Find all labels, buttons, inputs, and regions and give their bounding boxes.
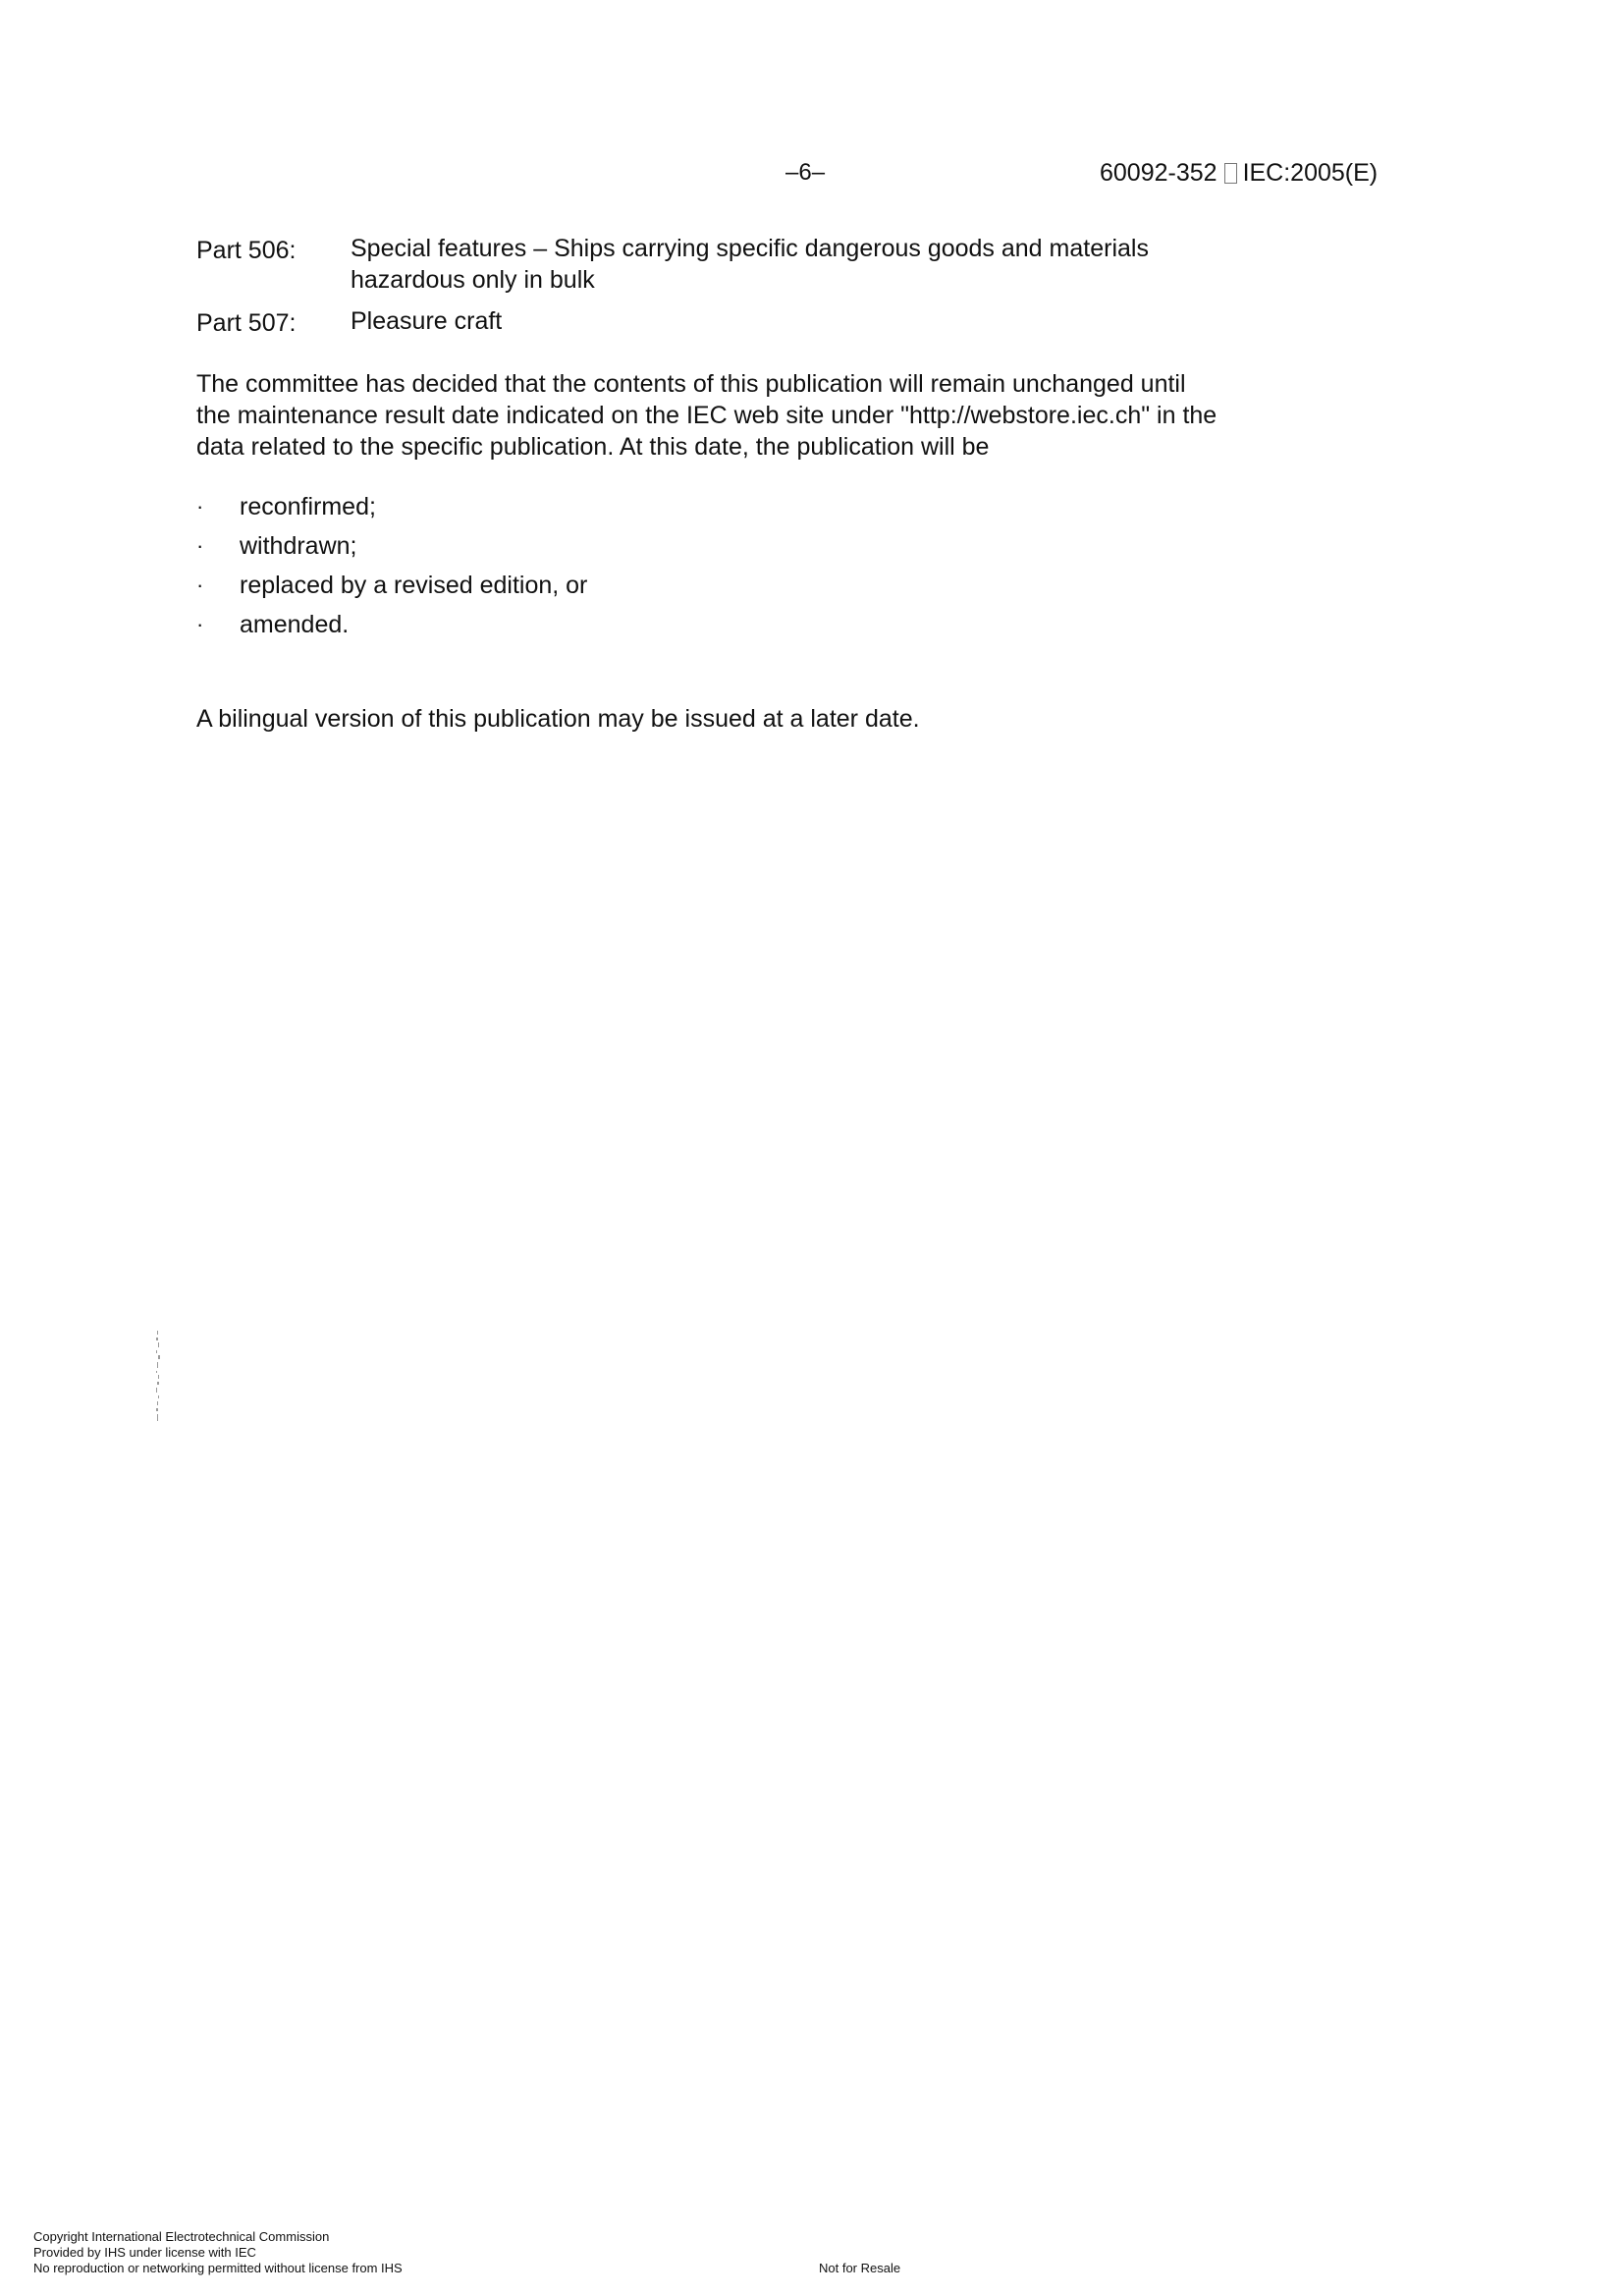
bullet-icon: · [196, 612, 204, 636]
list-item [196, 570, 587, 609]
resale-note: Not for Resale [819, 2261, 901, 2275]
bullet-icon: · [196, 573, 204, 597]
part-label: Part 506: [196, 237, 297, 264]
part-label: Part 507: [196, 309, 297, 337]
reproduction-line: No reproduction or networking permitted without license from IHS [33, 2261, 403, 2275]
document-edition: IEC:2005(E) [1242, 159, 1379, 187]
margin-watermark-icon [154, 1331, 162, 1421]
page-number: –6– [785, 159, 826, 186]
copyright-footer [33, 2229, 403, 2276]
list-item [196, 530, 587, 570]
list-item-text: reconfirmed; [240, 493, 376, 520]
bullet-icon: · [196, 494, 204, 519]
parts-list [196, 233, 1234, 349]
outcome-list [196, 491, 587, 648]
part-title: Pleasure craft [351, 307, 503, 335]
list-item-text: withdrawn; [240, 532, 357, 560]
missing-glyph-icon [1224, 163, 1237, 184]
bilingual-note: A bilingual version of this publication may be issued at a later date. [196, 705, 920, 733]
maintenance-paragraph: The committee has decided that the contents of this publication will remain unchanged until the maintenance result date indicated on the IEC web site under "http://webstore.iec.ch" in the data related to the specific publication. At this date, the publication will be [196, 370, 1217, 461]
part-title: Special features – Ships carrying specific dangerous goods and materials hazardous only in bulk [351, 235, 1149, 294]
part-entry [196, 305, 1234, 339]
list-item-text: amended. [240, 611, 350, 638]
provider-line: Provided by IHS under license with IEC [33, 2245, 256, 2260]
list-item [196, 491, 587, 530]
document-number: 60092-352 [1100, 159, 1217, 187]
list-item-text: replaced by a revised edition, or [240, 572, 588, 599]
part-entry [196, 233, 1234, 296]
bullet-icon: · [196, 533, 204, 558]
document-identifier [1100, 159, 1378, 188]
copyright-line: Copyright International Electrotechnical Commission [33, 2229, 330, 2244]
list-item [196, 609, 587, 648]
